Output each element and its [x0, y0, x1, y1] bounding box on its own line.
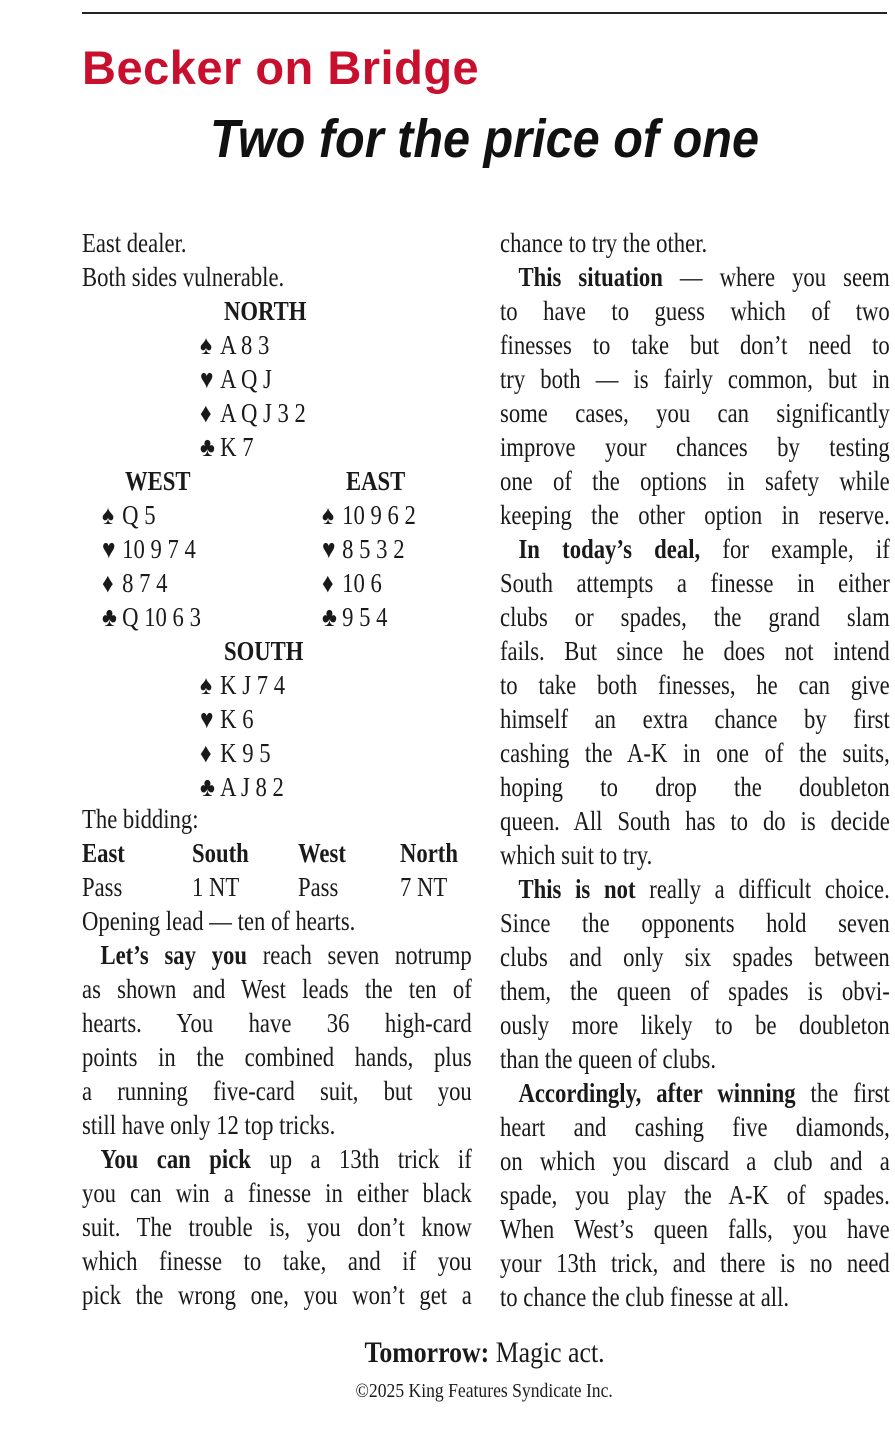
- text-line: [500, 328, 890, 362]
- text-line: [500, 1076, 890, 1110]
- text-line: [500, 1246, 890, 1280]
- east-hearts-cards: 8 5 3 2: [342, 534, 405, 564]
- east-label: EAST: [346, 466, 406, 496]
- line-text: you can win a finesse in either black: [82, 1178, 472, 1208]
- line-text: spade, you play the A-K of spades.: [500, 1180, 890, 1210]
- spade-icon: ♠: [200, 330, 213, 360]
- text-line: [82, 1278, 472, 1312]
- north-label: NORTH: [224, 296, 307, 326]
- vulnerability-line: Both sides vulnerable.: [82, 262, 285, 292]
- paragraph-lead: In today’s deal,: [518, 534, 701, 564]
- line-text: — where you seem: [662, 262, 890, 292]
- north-spades-row: [200, 328, 269, 362]
- club-icon: ♣: [102, 602, 117, 632]
- west-clubs-cards: Q 10 6 3: [122, 602, 201, 632]
- text-line: [500, 872, 890, 906]
- line-text: on which you discard a club and a: [500, 1146, 890, 1176]
- south-diamonds-cards: K 9 5: [220, 738, 271, 768]
- text-line: [500, 736, 890, 770]
- east-spades-row: [322, 498, 416, 532]
- line-text: which finesse to take, and if you: [82, 1246, 472, 1276]
- line-text: them, the queen of spades is obvi-: [500, 976, 890, 1006]
- copyright-text: ©2025 King Features Syndicate Inc.: [355, 1380, 614, 1402]
- spade-icon: ♠: [102, 500, 115, 530]
- bidding-header: North: [400, 838, 458, 868]
- line-text: fails. But since he does not intend: [500, 636, 890, 666]
- spade-icon: ♠: [200, 670, 213, 700]
- north-hearts-row: [200, 362, 272, 396]
- line-text: as shown and West leads the ten of: [82, 974, 472, 1004]
- line-text: himself an extra chance by first: [500, 704, 890, 734]
- line-text: clubs or spades, the grand slam: [500, 602, 890, 632]
- line-text: than the queen of clubs.: [500, 1044, 717, 1074]
- text-line: [500, 600, 890, 634]
- text-line: [500, 668, 890, 702]
- club-icon: ♣: [200, 772, 215, 802]
- south-hearts-row: [200, 702, 254, 736]
- line-text: improve your chances by testing: [500, 432, 890, 462]
- bidding-cell: Pass: [82, 872, 123, 902]
- line-text: South attempts a finesse in either: [500, 568, 890, 598]
- text-line: [500, 974, 890, 1008]
- text-line: [82, 1006, 472, 1040]
- bidding-cell: 7 NT: [400, 872, 448, 902]
- text-line: [500, 464, 890, 498]
- line-text: keeping the other option in reserve.: [500, 500, 890, 530]
- west-hearts-row: [102, 532, 196, 566]
- text-line: [82, 1074, 472, 1108]
- south-spades-cards: K J 7 4: [220, 670, 286, 700]
- text-line: [82, 938, 472, 972]
- column-brand-title: Becker on Bridge: [82, 41, 480, 94]
- text-line: [500, 804, 890, 838]
- text-line: [500, 940, 890, 974]
- west-clubs-row: [102, 600, 201, 634]
- north-hearts-cards: A Q J: [220, 364, 272, 394]
- text-line: [82, 1040, 472, 1074]
- tomorrow-text: Magic act.: [489, 1336, 605, 1369]
- north-clubs-row: [200, 430, 254, 464]
- north-diamonds-cards: A Q J 3 2: [220, 398, 306, 428]
- line-text: Since the opponents hold seven: [500, 908, 890, 938]
- heart-icon: ♥: [102, 534, 116, 564]
- paragraph-lead: Accordingly, after winning: [518, 1078, 796, 1108]
- text-line: [82, 972, 472, 1006]
- line-text: your 13th trick, and there is no need: [500, 1248, 890, 1278]
- line-text: chance to try the other.: [500, 228, 708, 258]
- line-text: which suit to try.: [500, 840, 653, 870]
- bidding-cell: Pass: [298, 872, 339, 902]
- text-line: [500, 1008, 890, 1042]
- paragraph-lead: Let’s say you: [100, 940, 248, 970]
- text-line: [82, 1108, 335, 1142]
- heart-icon: ♥: [200, 704, 214, 734]
- bidding-title: The bidding:: [82, 804, 199, 834]
- text-line: [500, 260, 890, 294]
- east-diamonds-row: [322, 566, 382, 600]
- diamond-icon: ♦: [200, 738, 212, 768]
- east-hearts-row: [322, 532, 405, 566]
- diamond-icon: ♦: [200, 398, 212, 428]
- text-line: [500, 1042, 716, 1076]
- line-text: ously more likely to be doubleton: [500, 1010, 890, 1040]
- line-text: a running five-card suit, but you: [82, 1076, 472, 1106]
- line-text: heart and cashing five diamonds,: [500, 1112, 890, 1142]
- heart-icon: ♥: [200, 364, 214, 394]
- text-line: [500, 634, 890, 668]
- east-spades-cards: 10 9 6 2: [342, 500, 416, 530]
- bidding-header: South: [192, 838, 249, 868]
- text-line: [500, 906, 890, 940]
- line-text: for example, if: [700, 534, 890, 564]
- text-line: [500, 1110, 890, 1144]
- text-line: [500, 362, 890, 396]
- line-text: up a 13th trick if: [250, 1144, 472, 1174]
- north-spades-cards: A 8 3: [220, 330, 270, 360]
- line-text: finesses to take but don’t need to: [500, 330, 890, 360]
- west-hearts-cards: 10 9 7 4: [122, 534, 196, 564]
- east-clubs-row: [322, 600, 388, 634]
- line-text: When West’s queen falls, you have: [500, 1214, 890, 1244]
- copyright: [82, 1380, 887, 1403]
- south-spades-row: [200, 668, 285, 702]
- text-line: [500, 1280, 789, 1314]
- line-text: points in the combined hands, plus: [82, 1042, 472, 1072]
- top-rule: [82, 12, 887, 14]
- line-text: really a difficult choice.: [635, 874, 890, 904]
- paragraph-lead: You can pick: [100, 1144, 251, 1174]
- west-label: WEST: [125, 466, 191, 496]
- bidding-header: East: [82, 838, 125, 868]
- text-line: [500, 498, 890, 532]
- south-clubs-row: [200, 770, 284, 804]
- text-line: [500, 430, 890, 464]
- line-text: to take both finesses, he can give: [500, 670, 890, 700]
- west-diamonds-row: [102, 566, 168, 600]
- line-text: hoping to drop the doubleton: [500, 772, 890, 802]
- text-line: [500, 294, 890, 328]
- text-line: [500, 396, 890, 430]
- heart-icon: ♥: [322, 534, 336, 564]
- south-clubs-cards: A J 8 2: [220, 772, 284, 802]
- line-text: one of the options in safety while: [500, 466, 890, 496]
- text-line: [500, 702, 890, 736]
- south-diamonds-row: [200, 736, 271, 770]
- line-text: suit. The trouble is, you don’t know: [82, 1212, 472, 1242]
- club-icon: ♣: [322, 602, 337, 632]
- text-line: [500, 566, 890, 600]
- article-headline: Two for the price of one: [209, 109, 759, 169]
- text-line: [82, 1210, 472, 1244]
- line-text: reach seven notrump: [247, 940, 472, 970]
- line-text: some cases, you can significantly: [500, 398, 890, 428]
- line-text: try both — is fairly common, but in: [500, 364, 890, 394]
- south-hearts-cards: K 6: [220, 704, 254, 734]
- opening-lead: Opening lead — ten of hearts.: [82, 906, 356, 936]
- paragraph-lead: This situation: [518, 262, 663, 292]
- line-text: cashing the A-K in one of the suits,: [500, 738, 890, 768]
- west-spades-row: [102, 498, 156, 532]
- north-clubs-cards: K 7: [220, 432, 254, 462]
- west-diamonds-cards: 8 7 4: [122, 568, 168, 598]
- line-text: to chance the club finesse at all.: [500, 1282, 790, 1312]
- south-label: SOUTH: [224, 636, 304, 666]
- text-line: [500, 1178, 890, 1212]
- bidding-header: West: [298, 838, 346, 868]
- bidding-cell: 1 NT: [192, 872, 240, 902]
- text-line: [500, 1144, 890, 1178]
- text-line: [500, 1212, 890, 1246]
- diamond-icon: ♦: [322, 568, 334, 598]
- line-text: pick the wrong one, you won’t get a: [82, 1280, 472, 1310]
- line-text: hearts. You have 36 high-card: [82, 1008, 472, 1038]
- club-icon: ♣: [200, 432, 215, 462]
- tomorrow-label: Tomorrow:: [364, 1336, 490, 1369]
- west-spades-cards: Q 5: [122, 500, 156, 530]
- line-text: to have to guess which of two: [500, 296, 890, 326]
- text-line: [82, 1176, 472, 1210]
- dealer-line: East dealer.: [82, 228, 187, 258]
- diamond-icon: ♦: [102, 568, 114, 598]
- spade-icon: ♠: [322, 500, 335, 530]
- east-clubs-cards: 9 5 4: [342, 602, 388, 632]
- line-text: clubs and only six spades between: [500, 942, 890, 972]
- north-diamonds-row: [200, 396, 306, 430]
- text-line: [500, 838, 652, 872]
- text-line: [82, 1244, 472, 1278]
- tomorrow-line: [82, 1336, 887, 1370]
- text-line: [500, 532, 890, 566]
- paragraph-lead: This is not: [518, 874, 636, 904]
- text-line: [500, 226, 707, 260]
- line-text: the first: [795, 1078, 890, 1108]
- east-diamonds-cards: 10 6: [342, 568, 382, 598]
- line-text: queen. All South has to do is decide: [500, 806, 890, 836]
- text-line: [82, 1142, 472, 1176]
- line-text: still have only 12 top tricks.: [82, 1110, 336, 1140]
- text-line: [500, 770, 890, 804]
